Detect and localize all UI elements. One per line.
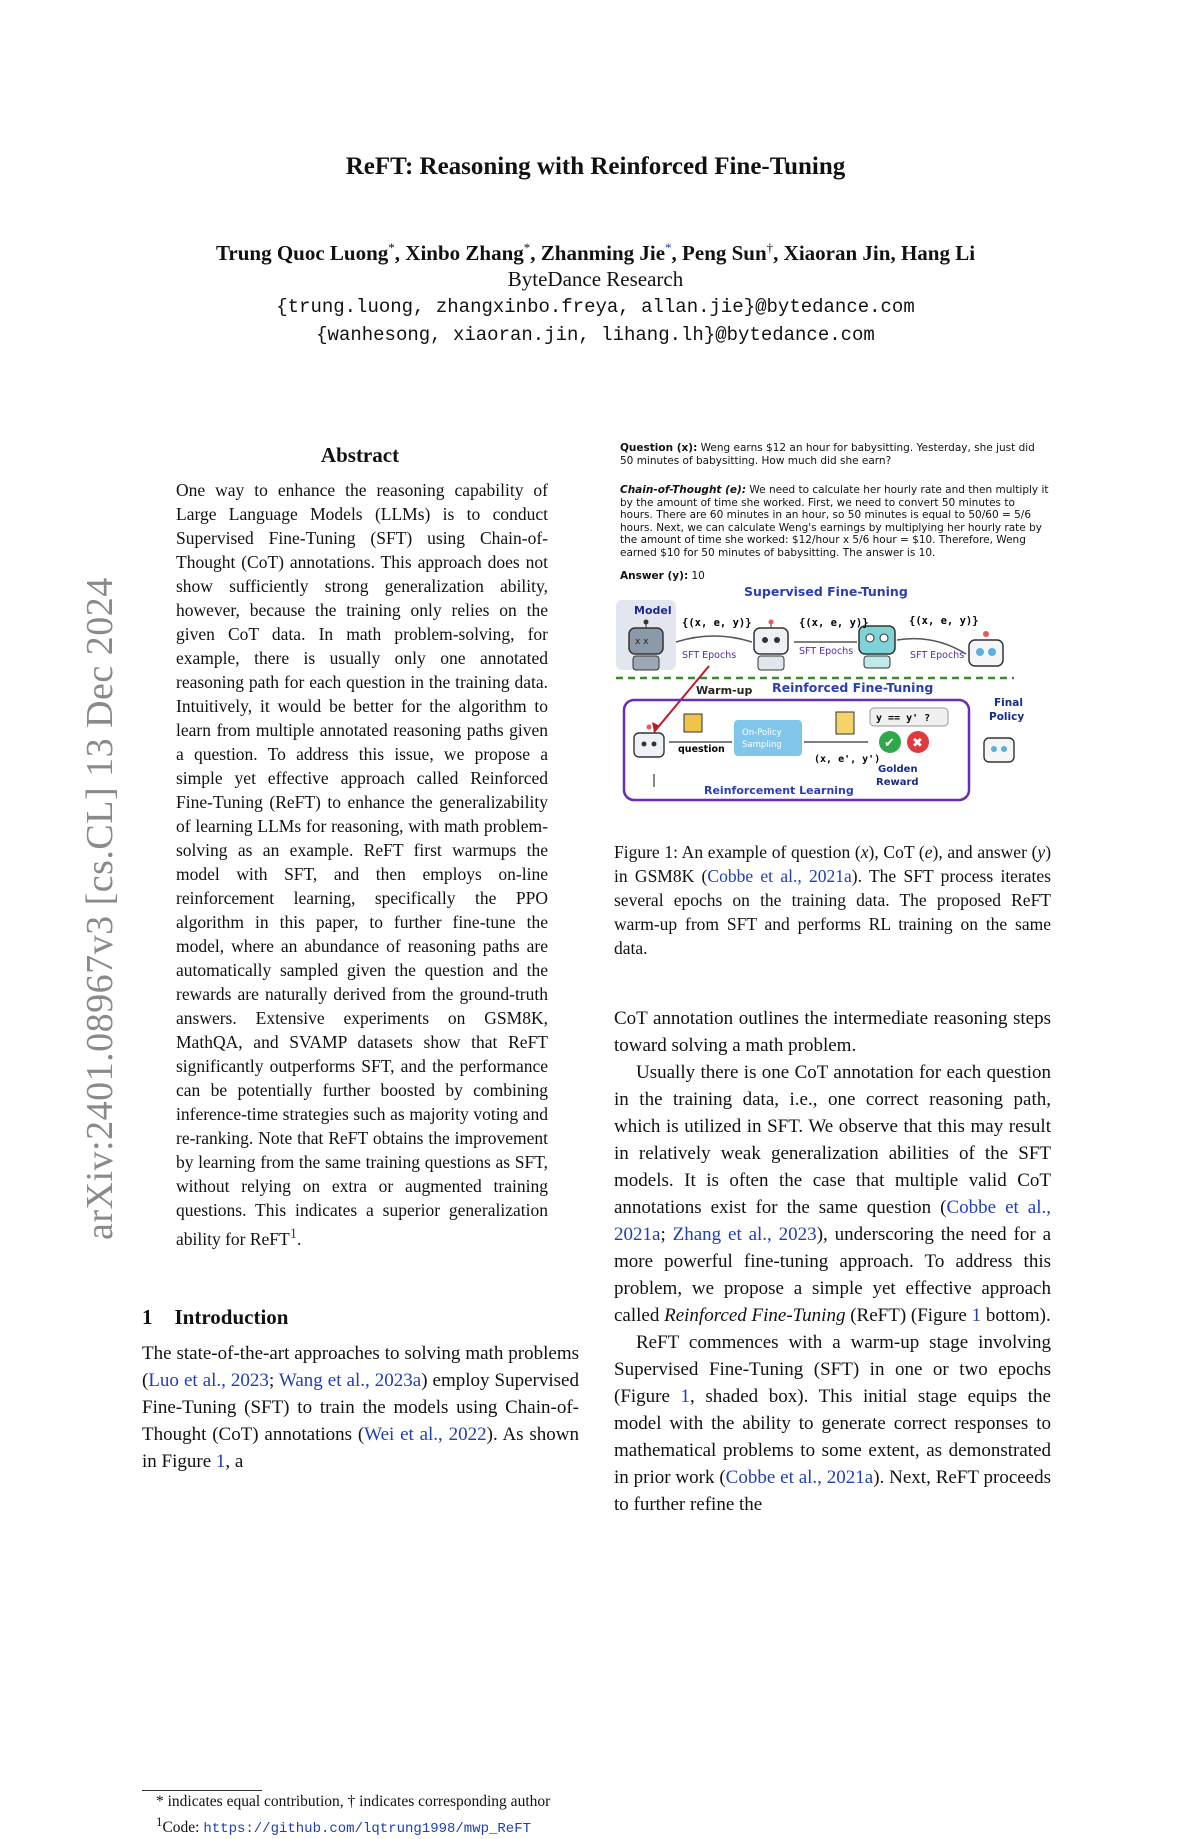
- author-name: Xinbo Zhang: [405, 241, 524, 265]
- robot-icon: [969, 631, 1003, 666]
- author-list: Trung Quoc Luong*, Xinbo Zhang*, Zhanming Jie*, Peng Sun†, Xiaoran Jin, Hang Li: [215, 240, 976, 265]
- question-label: question: [678, 744, 725, 755]
- affiliation: ByteDance Research: [507, 267, 684, 291]
- footnote-divider: [142, 1790, 262, 1791]
- svg-text:✔: ✔: [884, 735, 895, 750]
- sft-epochs-label: SFT Epochs: [799, 646, 854, 657]
- footnote-code: $^1$Code: https://github.com/lqtrung1998/mwp_ReFT: [156, 1814, 532, 1838]
- reft-title: Reinforced Fine-Tuning: [772, 680, 934, 695]
- arxiv-identifier-stamp: arXiv:2401.08967v3 [cs.CL] 13 Dec 2024: [79, 577, 121, 1240]
- author-name: Xiaoran Jin: [783, 241, 891, 265]
- footnotes: [142, 1792, 579, 1839]
- right-column-text: [614, 1005, 1051, 1518]
- question-icon: [684, 714, 702, 732]
- author-name: Trung Quoc Luong: [215, 241, 389, 265]
- code-url-link[interactable]: https://github.com/lqtrung1998/mwp_ReFT: [203, 1821, 532, 1838]
- svg-text:x x: x x: [635, 637, 649, 647]
- email-line: {trung.luong, zhangxinbo.freya, allan.jie}@bytedance.com: [276, 296, 915, 318]
- figure-ref-link[interactable]: 1: [215, 1451, 226, 1472]
- figure-caption: Figure 1: An example of question (x), CoT (e), and answer (y) in GSM8K (Cobbe et al., 2021a). The SFT process iterates several epochs on the training data. The proposed ReFT warm-up from SFT and performs RL training on the same data.: [614, 842, 1052, 958]
- warmup-label: Warm-up: [696, 684, 753, 697]
- citation-link[interactable]: Zhang et al., 2023: [672, 1224, 817, 1245]
- citation-link[interactable]: Wang et al., 2023a: [278, 1370, 422, 1391]
- sft-title: Supervised Fine-Tuning: [744, 584, 908, 599]
- author-name: Hang Li: [900, 241, 976, 265]
- citation-link[interactable]: Cobbe et al., 2021a: [725, 1467, 874, 1488]
- paragraph: Usually there is one CoT annotation for each question in the training data, i.e., one correct reasoning path, which is utilized in SFT. We observe that this may result in relatively weak generalization abilities of the SFT models. It is often the case that multiple valid CoT annotations exist for the same question (Cobbe et al., 2021a; Zhang et al., 2023), underscoring the need for a more powerful fine-tuning approach. To address this problem, we propose a simple yet effective approach called Reinforced Fine-Tuning (ReFT) (Figure 1 bottom).: [614, 1062, 1051, 1326]
- paragraph: CoT annotation outlines the intermediate reasoning steps toward solving a math problem.: [614, 1008, 1051, 1056]
- answer-check-label: y == y' ?: [876, 713, 931, 724]
- robot-icon: [634, 725, 664, 758]
- figure-1: [614, 440, 1054, 830]
- figure-ref-link[interactable]: 1: [680, 1386, 691, 1407]
- sft-epochs-label: SFT Epochs: [910, 650, 965, 661]
- email-line: {wanhesong, xiaoran.jin, lihang.lh}@bytedance.com: [316, 324, 875, 346]
- figure-answer: Answer (y): 10: [620, 570, 705, 582]
- golden-reward-label: Golden: [878, 764, 918, 775]
- figure-question: Question (x): Weng earns $12 an hour for babysitting. Yesterday, she just did 50 minutes of babysitting. How much did she earn?: [620, 442, 1035, 467]
- paper-title: ReFT: Reasoning with Reinforced Fine-Tuning: [345, 153, 846, 180]
- paragraph: ReFT commences with a warm-up stage involving Supervised Fine-Tuning (SFT) in one or two epochs (Figure 1, shaded box). This initial stage equips the model with the ability to generate correct responses to mathematical problems to some extent, as demonstrated in prior work (Cobbe et al., 2021a). Next, ReFT proceeds to further refine the: [614, 1332, 1052, 1515]
- author-name: Zhanming Jie: [540, 241, 666, 265]
- citation-link[interactable]: Cobbe et al., 2021a: [707, 866, 852, 886]
- on-policy-sampling-box: [734, 720, 802, 756]
- final-policy-label: Final: [994, 697, 1023, 709]
- rl-label: Reinforcement Learning: [704, 784, 854, 797]
- sample-triple: (x, e', y'): [814, 754, 881, 765]
- robot-icon: [859, 626, 895, 668]
- citation-link[interactable]: Luo et al., 2023: [148, 1370, 269, 1391]
- data-triple: {(x, e, y)}: [909, 615, 979, 627]
- model-label: Model: [634, 604, 672, 617]
- citation-link[interactable]: Wei et al., 2022: [364, 1424, 487, 1445]
- robot-icon: [984, 738, 1014, 762]
- final-policy-label: Policy: [989, 711, 1025, 723]
- reft-diagram: [614, 582, 1054, 832]
- svg-text:Sampling: Sampling: [742, 740, 782, 750]
- data-triple: {(x, e, y)}: [799, 617, 869, 629]
- footnote-ref[interactable]: 1: [289, 1226, 298, 1242]
- on-policy-label: On-Policy: [742, 728, 782, 738]
- svg-text:Reward: Reward: [876, 777, 919, 788]
- data-triple: {(x, e, y)}: [682, 617, 752, 629]
- footnote-equal-contribution: * indicates equal contribution, † indicates corresponding author: [156, 1793, 551, 1810]
- note-icon: [836, 712, 854, 734]
- sft-epochs-label: SFT Epochs: [682, 650, 737, 661]
- intro-paragraph: The state-of-the-art approaches to solving math problems (Luo et al., 2023; Wang et al., 2023a) employ Supervised Fine-Tuning (SFT) to train the models using Chain-of-Thought (CoT) annotations (Wei et al., 2022). As shown in Figure 1, a: [142, 1343, 579, 1472]
- abstract-text: One way to enhance the reasoning capability of Large Language Models (LLMs) is to conduct Supervised Fine-Tuning (SFT) using Chain-of-Thought (CoT) annotations. This approach does not show sufficiently strong generalization ability, however, because the training only relies on the given CoT data. In math problem-solving, for example, there is usually only one annotated reasoning path for each question in the training data. Intuitively, it would be better for the algorithm to learn from multiple annotated reasoning paths given a question. To address this issue, we propose a simple yet effective approach called Reinforced Fine-Tuning (ReFT) to enhance the generalizability of learning LLMs for reasoning, with math problem-solving as an example. ReFT first warmups the model with SFT, and then employs on-line reinforcement learning, specifically the PPO algorithm in this paper, to further fine-tune the model, where an abundance of reasoning paths are automatically sampled given the question and the rewards are naturally derived from the ground-truth answers. Extensive experiments on GSM8K, MathQA, and SVAMP datasets show that ReFT significantly outperforms SFT, and the performance can be potentially further boosted by combining inference-time strategies such as majority voting and re-ranking. Note that ReFT obtains the improvement by learning from the same training questions as SFT, without relying on extra or augmented training questions. This indicates a superior generalization ability for ReFT$^1$.: [176, 480, 548, 1249]
- citation-link[interactable]: Cobbe et al., 2021a: [614, 1197, 1051, 1245]
- svg-text:✖: ✖: [912, 735, 923, 750]
- robot-icon: [754, 620, 788, 671]
- abstract-heading: Abstract: [320, 443, 400, 467]
- figure-ref-link[interactable]: 1: [971, 1305, 982, 1326]
- section-heading-introduction: 1 Introduction: [142, 1305, 289, 1329]
- figure-cot: Chain-of-Thought (e): We need to calculate her hourly rate and then multiply it by the amount of time she worked. First, we need to convert 50 minutes to hours. There are 60 minutes in an hour, so 50 minutes is equal to 50/60 = 5/6 hours. Next, we can calculate Weng's earnings by multiplying her hourly rate by the amount of time she worked: $12/hour x 5/6 hour = $10. Therefore, Weng earned $10 for 50 minutes of babysitting. The answer is 10.: [620, 484, 1049, 559]
- author-name: Peng Sun: [682, 241, 767, 265]
